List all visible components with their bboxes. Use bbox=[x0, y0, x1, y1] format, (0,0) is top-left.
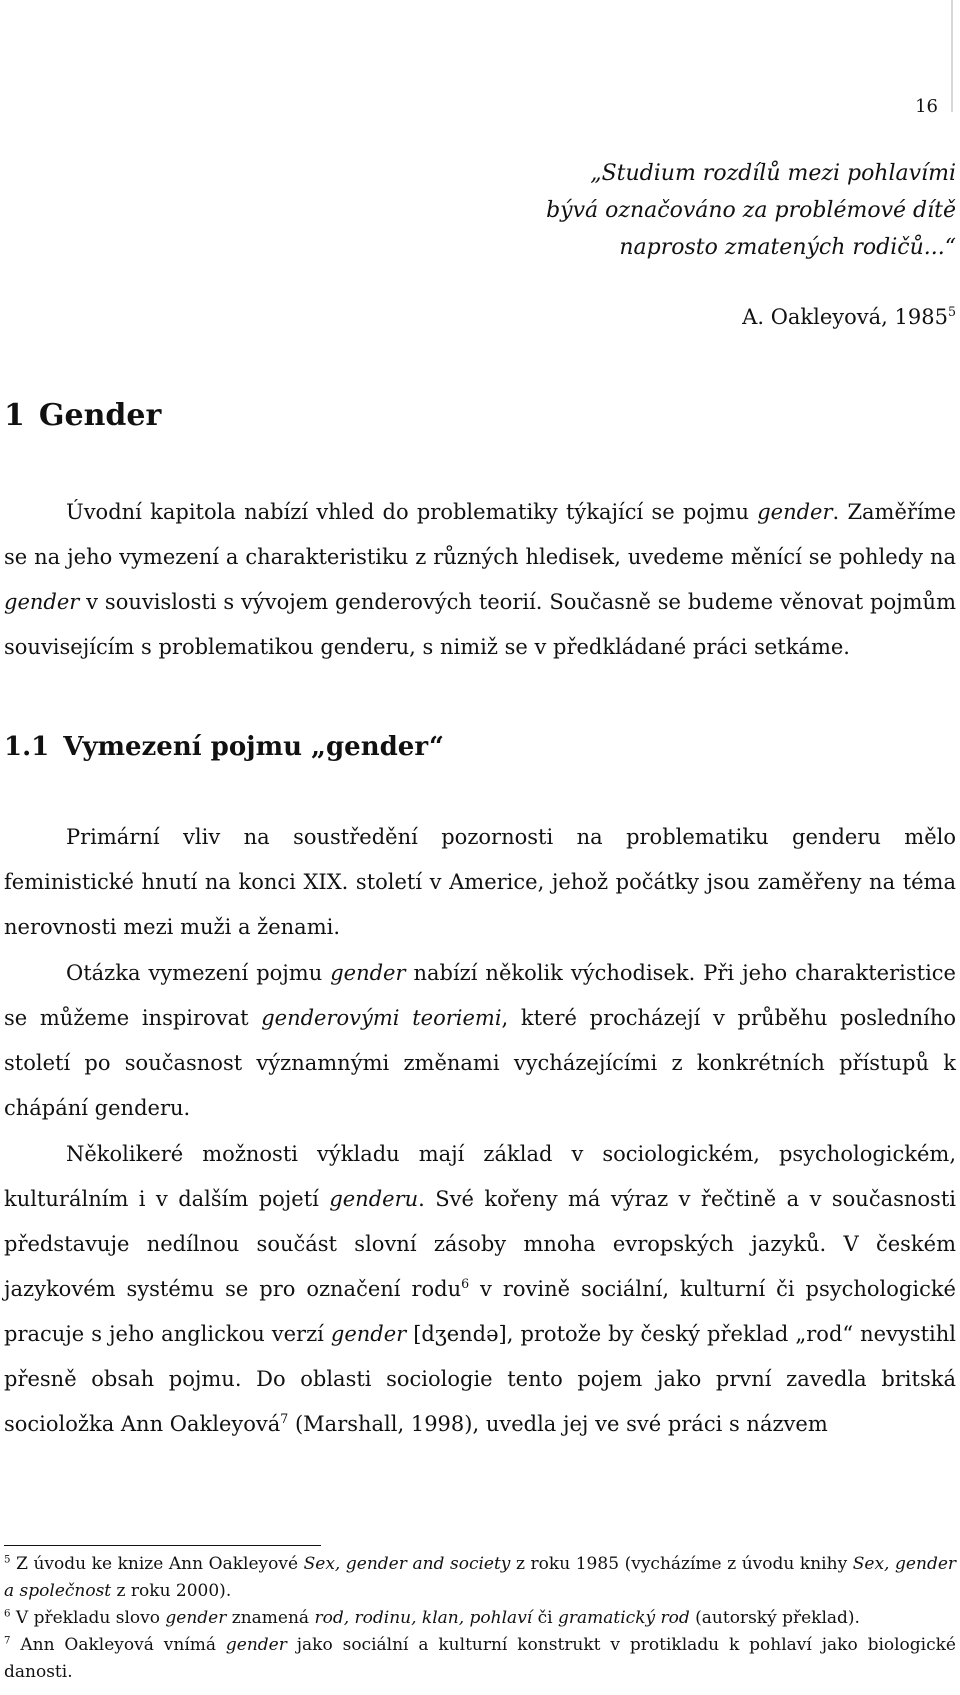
text-run-italic: gender bbox=[4, 590, 80, 614]
page-edge-line bbox=[951, 0, 953, 112]
text-run: . Zaměříme se na jeho vymezení a charakteristiku z různých hledisek, uvedeme měnící se pohledy na bbox=[4, 500, 956, 569]
text-run: či bbox=[532, 1608, 558, 1628]
text-run-italic: gender bbox=[330, 961, 406, 985]
footnote-5 bbox=[4, 1551, 956, 1605]
text-run: Z úvodu ke knize Ann Oakleyové bbox=[10, 1554, 304, 1574]
text-run-italic: gender bbox=[165, 1608, 227, 1628]
text-run-italic: gramatický rod bbox=[558, 1608, 690, 1628]
footnote-ref-6: 6 bbox=[461, 1276, 470, 1291]
text-run-italic: genderu bbox=[329, 1187, 419, 1211]
text-run: v rovině sociální, kulturní či psychologické pracuje s jeho anglickou verzí bbox=[4, 1277, 956, 1346]
text-run-italic: gender bbox=[757, 500, 833, 524]
footnote-6 bbox=[4, 1605, 956, 1632]
motto-quote bbox=[436, 155, 956, 266]
text-run-italic: genderovými teoriemi bbox=[261, 1006, 502, 1030]
chapter-number: 1 bbox=[4, 398, 25, 433]
footnote-ref-5: 5 bbox=[947, 304, 956, 319]
text-run-italic: Sex, gender a společnost bbox=[4, 1554, 957, 1601]
text-run: jako sociální a kulturní konstrukt v protikladu k pohlaví jako biologické danosti. bbox=[4, 1635, 956, 1682]
text-run-italic: rod, rodinu, klan, pohlaví bbox=[314, 1608, 533, 1628]
footnote-number: 5 bbox=[4, 1554, 11, 1566]
footnotes bbox=[4, 1551, 956, 1686]
motto-line: bývá označováno za problémové dítě bbox=[546, 198, 956, 223]
page-number: 16 bbox=[915, 96, 938, 117]
text-run: z roku 2000). bbox=[111, 1581, 232, 1601]
motto-attribution bbox=[742, 305, 956, 329]
footnote-number: 6 bbox=[4, 1608, 11, 1620]
footnote-7 bbox=[4, 1632, 956, 1686]
footnote-divider bbox=[4, 1545, 321, 1546]
chapter-title: Gender bbox=[38, 398, 162, 433]
section-number: 1.1 bbox=[4, 732, 50, 762]
text-run: Úvodní kapitola nabízí vhled do problematiky týkající se pojmu bbox=[66, 500, 758, 524]
text-run-italic: gender bbox=[225, 1635, 287, 1655]
motto-author: A. Oakleyová, 1985 bbox=[742, 305, 948, 329]
text-run: (Marshall, 1998), uvedla jej ve své práci s názvem bbox=[288, 1412, 828, 1436]
chapter-heading bbox=[4, 398, 161, 433]
intro-paragraph bbox=[4, 490, 956, 670]
text-run: . Své kořeny má výraz v řečtině a v současnosti představuje nedílnou součást slovní zásoby mnoha evropských jazyků. V českém jazykovém systému se pro označení rodu bbox=[4, 1187, 956, 1301]
text-run: znamená bbox=[226, 1608, 315, 1628]
section-title: Vymezení pojmu „gender“ bbox=[63, 732, 444, 762]
footnote-ref-7: 7 bbox=[280, 1411, 289, 1426]
motto-line: naprosto zmatených rodičů...“ bbox=[619, 235, 956, 260]
text-run-italic: gender bbox=[330, 1322, 407, 1346]
text-run: z roku 1985 (vycházíme z úvodu knihy bbox=[510, 1554, 853, 1574]
text-run: nabízí několik východisek. Při jeho charakteristice se můžeme inspirovat bbox=[4, 961, 956, 1030]
text-run: V překladu slovo bbox=[10, 1608, 166, 1628]
text-run: Otázka vymezení pojmu bbox=[66, 961, 331, 985]
footnote-number: 7 bbox=[4, 1635, 11, 1647]
text-run: , které procházejí v průběhu posledního století po současnost významnými změnami vycházejícími z konkrétních přístupů k chápání genderu. bbox=[4, 1006, 956, 1120]
motto-line: „Studium rozdílů mezi pohlavími bbox=[590, 161, 956, 186]
text-run: (autorský překlad). bbox=[689, 1608, 860, 1628]
text-run: [dʒendə], protože by český překlad „rod“ nevystihl přesně obsah pojmu. Do oblasti sociologie tento pojem jako první zavedla britská socioložka Ann Oakleyová bbox=[4, 1322, 957, 1436]
text-run: Několikeré možnosti výkladu mají základ v sociologickém, psychologickém, kulturálním i v dalším pojetí bbox=[4, 1142, 956, 1211]
paragraph-definition bbox=[4, 951, 956, 1131]
paragraph-feminist-movement: Primární vliv na soustředění pozornosti na problematiku genderu mělo feministické hnutí na konci XIX. století v Americe, jehož počátky jsou zaměřeny na téma nerovnosti mezi muži a ženami. bbox=[4, 825, 956, 939]
text-run: v souvislosti s vývojem genderových teorií. Současně se budeme věnovat pojmům souvisejícím s problematikou genderu, s nimiž se v předkládané práci setkáme. bbox=[4, 590, 956, 659]
section-heading bbox=[4, 732, 444, 762]
text-run-italic: Sex, gender and society bbox=[303, 1554, 511, 1574]
paragraph-interpretation bbox=[4, 1132, 956, 1447]
text-run: Ann Oakleyová vnímá bbox=[10, 1635, 226, 1655]
